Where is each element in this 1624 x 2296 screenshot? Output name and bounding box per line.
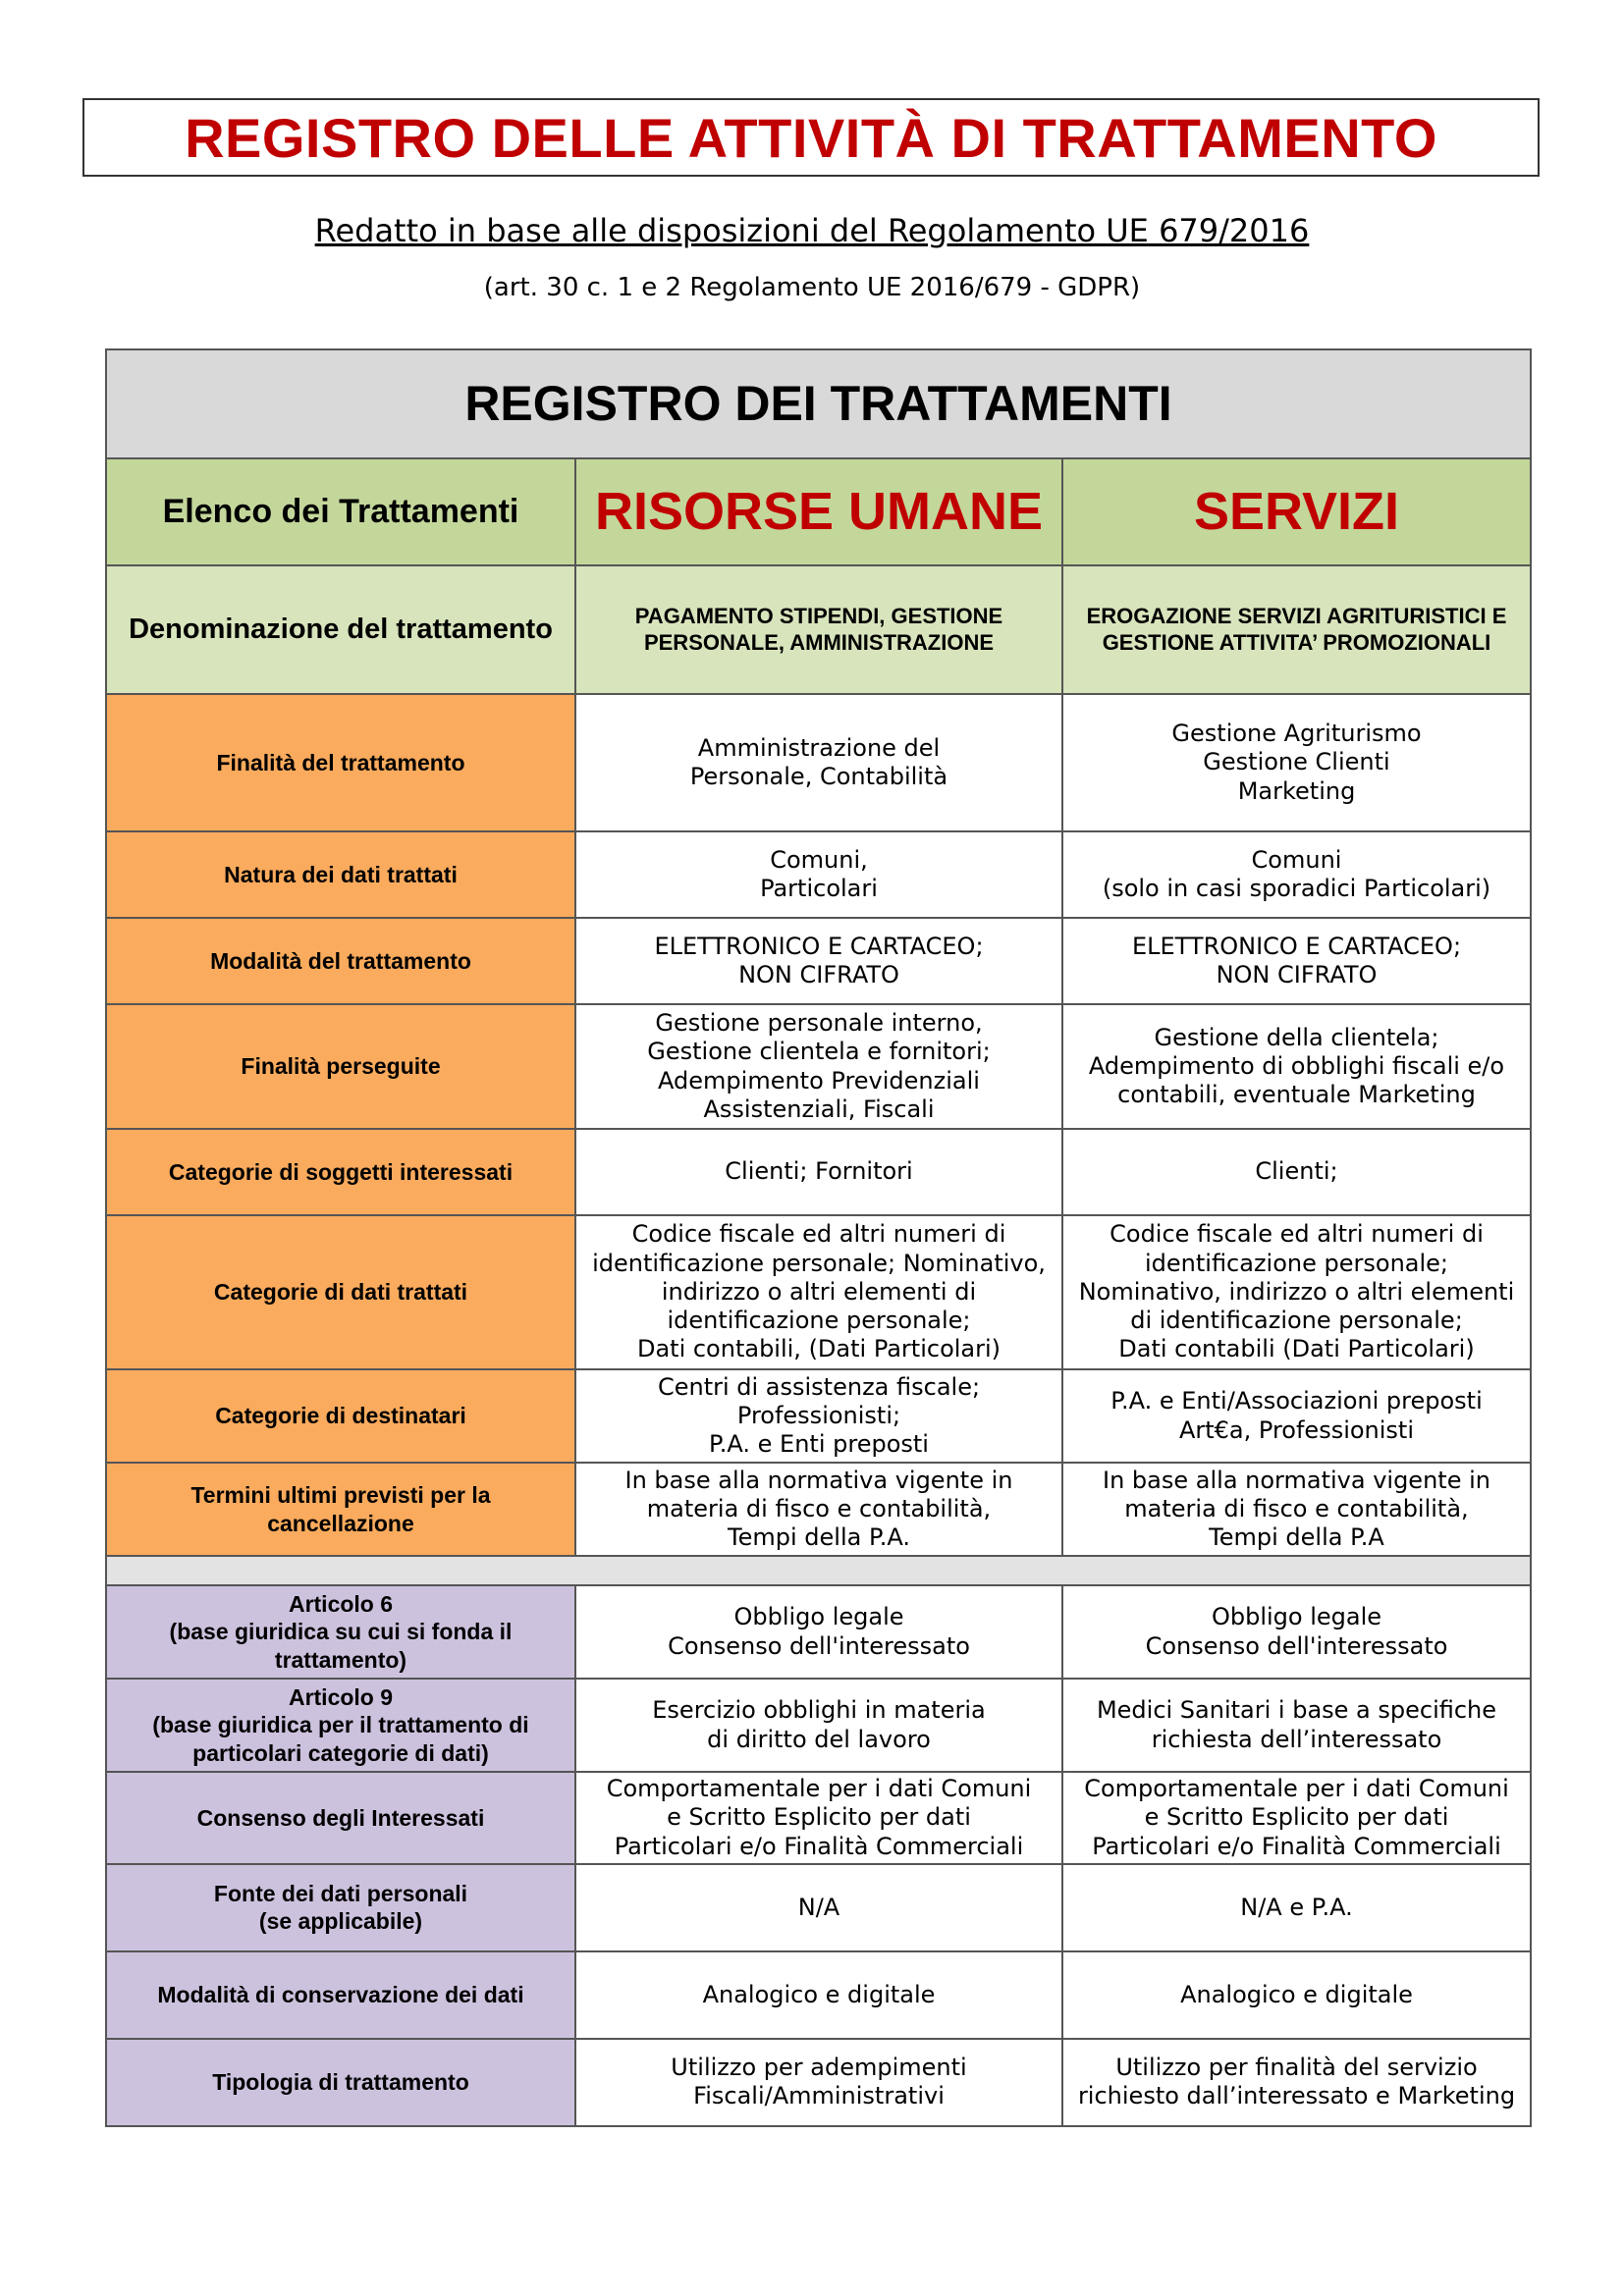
table-row bbox=[106, 831, 1531, 918]
row-label: Finalità perseguite bbox=[106, 1004, 575, 1129]
row-label: Tipologia di trattamento bbox=[106, 2039, 575, 2126]
table-row bbox=[106, 1772, 1531, 1864]
cell-risorse-umane: Amministrazione del Personale, Contabilità bbox=[575, 694, 1062, 831]
denomination-col1: PAGAMENTO STIPENDI, GESTIONE PERSONALE, AMMINISTRAZIONE bbox=[575, 565, 1062, 694]
cell-servizi: In base alla normativa vigente in materia di fisco e contabilità, Tempi della P.A bbox=[1062, 1463, 1531, 1556]
cell-servizi: Analogico e digitale bbox=[1062, 1951, 1531, 2039]
document-title: REGISTRO DELLE ATTIVITÀ DI TRATTAMENTO bbox=[185, 106, 1437, 169]
header-row bbox=[106, 458, 1531, 565]
cell-risorse-umane: In base alla normativa vigente in materia di fisco e contabilità, Tempi della P.A. bbox=[575, 1463, 1062, 1556]
cell-servizi: Utilizzo per finalità del servizio richiesto dall’interessato e Marketing bbox=[1062, 2039, 1531, 2126]
row-label: Categorie di dati trattati bbox=[106, 1215, 575, 1369]
row-label: Consenso degli Interessati bbox=[106, 1772, 575, 1864]
header-col-risorse-umane: RISORSE UMANE bbox=[575, 458, 1062, 565]
cell-risorse-umane: Codice fiscale ed altri numeri di identificazione personale; Nominativo, indirizzo o altri elementi di identificazione personale; Dati contabili, (Dati Particolari) bbox=[575, 1215, 1062, 1369]
cell-servizi: N/A e P.A. bbox=[1062, 1864, 1531, 1951]
row-label: Articolo 9 (base giuridica per il trattamento di particolari categorie di dati) bbox=[106, 1679, 575, 1772]
table-row bbox=[106, 1585, 1531, 1679]
cell-servizi: Comportamentale per i dati Comuni e Scritto Esplicito per dati Particolari e/o Finalità Commerciali bbox=[1062, 1772, 1531, 1864]
cell-risorse-umane: ELETTRONICO E CARTACEO; NON CIFRATO bbox=[575, 918, 1062, 1004]
cell-risorse-umane: Analogico e digitale bbox=[575, 1951, 1062, 2039]
table-caption-row bbox=[106, 349, 1531, 458]
table-row bbox=[106, 1004, 1531, 1129]
cell-servizi: Gestione della clientela; Adempimento di obblighi fiscali e/o contabili, eventuale Marketing bbox=[1062, 1004, 1531, 1129]
cell-servizi: Comuni (solo in casi sporadici Particolari) bbox=[1062, 831, 1531, 918]
row-label: Categorie di soggetti interessati bbox=[106, 1129, 575, 1215]
cell-risorse-umane: Obbligo legale Consenso dell'interessato bbox=[575, 1585, 1062, 1679]
row-label: Finalità del trattamento bbox=[106, 694, 575, 831]
register-table bbox=[105, 348, 1532, 2127]
cell-risorse-umane: Gestione personale interno, Gestione clientela e fornitori; Adempimento Previdenziali Assistenziali, Fiscali bbox=[575, 1004, 1062, 1129]
table-row bbox=[106, 694, 1531, 831]
table-row bbox=[106, 1951, 1531, 2039]
cell-servizi: Clienti; bbox=[1062, 1129, 1531, 1215]
document-title-box bbox=[82, 98, 1540, 177]
section-separator-row bbox=[106, 1556, 1531, 1585]
row-label: Termini ultimi previsti per la cancellazione bbox=[106, 1463, 575, 1556]
section-separator bbox=[106, 1556, 1531, 1585]
document-reference: (art. 30 c. 1 e 2 Regolamento UE 2016/679 - GDPR) bbox=[483, 273, 1141, 302]
row-label: Natura dei dati trattati bbox=[106, 831, 575, 918]
cell-risorse-umane: Clienti; Fornitori bbox=[575, 1129, 1062, 1215]
row-label: Modalità del trattamento bbox=[106, 918, 575, 1004]
table-row bbox=[106, 1463, 1531, 1556]
table-caption: REGISTRO DEI TRATTAMENTI bbox=[106, 349, 1531, 458]
row-label: Fonte dei dati personali (se applicabile) bbox=[106, 1864, 575, 1951]
cell-risorse-umane: Comuni, Particolari bbox=[575, 831, 1062, 918]
cell-servizi: P.A. e Enti/Associazioni preposti Art€a, Professionisti bbox=[1062, 1369, 1531, 1463]
cell-risorse-umane: Comportamentale per i dati Comuni e Scritto Esplicito per dati Particolari e/o Finalità Commerciali bbox=[575, 1772, 1062, 1864]
cell-servizi: ELETTRONICO E CARTACEO; NON CIFRATO bbox=[1062, 918, 1531, 1004]
table-row bbox=[106, 1864, 1531, 1951]
row-label: Modalità di conservazione dei dati bbox=[106, 1951, 575, 2039]
table-row bbox=[106, 2039, 1531, 2126]
header-col-servizi: SERVIZI bbox=[1062, 458, 1531, 565]
cell-servizi: Obbligo legale Consenso dell'interessato bbox=[1062, 1585, 1531, 1679]
table-row bbox=[106, 918, 1531, 1004]
cell-risorse-umane: Utilizzo per adempimenti Fiscali/Amministrativi bbox=[575, 2039, 1062, 2126]
denomination-col2: EROGAZIONE SERVIZI AGRITURISTICI E GESTIONE ATTIVITA’ PROMOZIONALI bbox=[1062, 565, 1531, 694]
cell-servizi: Codice fiscale ed altri numeri di identificazione personale; Nominativo, indirizzo o altri elementi di identificazione personale; Dati contabili (Dati Particolari) bbox=[1062, 1215, 1531, 1369]
cell-risorse-umane: Centri di assistenza fiscale; Professionisti; P.A. e Enti preposti bbox=[575, 1369, 1062, 1463]
row-label: Categorie di destinatari bbox=[106, 1369, 575, 1463]
table-row bbox=[106, 1679, 1531, 1772]
cell-risorse-umane: N/A bbox=[575, 1864, 1062, 1951]
denomination-label: Denominazione del trattamento bbox=[106, 565, 575, 694]
table-row bbox=[106, 1369, 1531, 1463]
row-label: Articolo 6 (base giuridica su cui si fonda il trattamento) bbox=[106, 1585, 575, 1679]
table-row bbox=[106, 1215, 1531, 1369]
denomination-row bbox=[106, 565, 1531, 694]
cell-risorse-umane: Esercizio obblighi in materia di diritto del lavoro bbox=[575, 1679, 1062, 1772]
cell-servizi: Gestione Agriturismo Gestione Clienti Marketing bbox=[1062, 694, 1531, 831]
header-label: Elenco dei Trattamenti bbox=[106, 458, 575, 565]
document-subtitle: Redatto in base alle disposizioni del Regolamento UE 679/2016 bbox=[314, 212, 1310, 249]
cell-servizi: Medici Sanitari i base a specifiche richiesta dell’interessato bbox=[1062, 1679, 1531, 1772]
table-row bbox=[106, 1129, 1531, 1215]
